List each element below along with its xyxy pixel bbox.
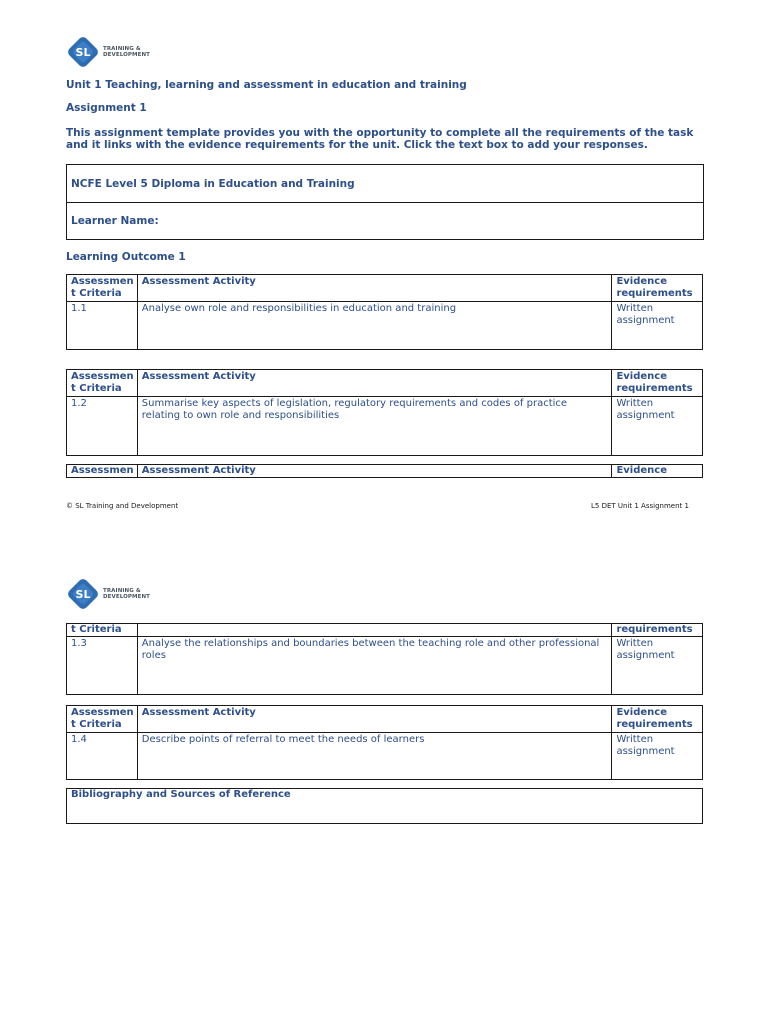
- header-activity: Assessment Activity: [137, 706, 612, 733]
- table-row[interactable]: [67, 302, 703, 350]
- activity-cell[interactable]: Analyse the relationships and boundaries between the teaching role and other professional roles: [137, 637, 612, 695]
- header-criteria: Assessmen t Criteria: [67, 706, 138, 733]
- logo-initials: SL: [75, 46, 91, 59]
- criteria-table-1-3-header-part1: [66, 464, 703, 478]
- criteria-table-1-2: [66, 369, 703, 456]
- qualification-row: [67, 165, 703, 202]
- header-evidence: Evidence requirements: [612, 370, 703, 397]
- learner-name-label: Learner Name:: [71, 215, 159, 227]
- info-box: [66, 164, 704, 240]
- table-row[interactable]: [67, 637, 703, 695]
- header-criteria: Assessmen t Criteria: [67, 370, 138, 397]
- criteria-cell: 1.4: [67, 733, 138, 780]
- criteria-table-1-4: [66, 705, 703, 780]
- header-evidence: Evidence: [612, 465, 703, 478]
- qualification-title: NCFE Level 5 Diploma in Education and Training: [71, 177, 355, 190]
- logo-line-2: DEVELOPMENT: [103, 52, 151, 58]
- table-header-row: [67, 370, 703, 397]
- evidence-cell: Written assignment: [612, 733, 703, 780]
- header-evidence: Evidence requirements: [612, 275, 703, 302]
- logo-wordmark: [103, 46, 150, 58]
- bibliography-heading: Bibliography and Sources of Reference: [71, 789, 291, 800]
- bibliography-box[interactable]: [66, 788, 703, 824]
- evidence-cell: Written assignment: [612, 397, 703, 456]
- criteria-cell: 1.3: [67, 637, 138, 695]
- logo-line-1: TRAINING &: [103, 46, 141, 52]
- activity-cell[interactable]: Analyse own role and responsibilities in education and training: [137, 302, 612, 350]
- footer-right: L5 DET Unit 1 Assignment 1: [591, 502, 689, 510]
- table-header-row: [67, 465, 703, 478]
- learning-outcome-heading: Learning Outcome 1: [66, 251, 186, 263]
- header-evidence: Evidence requirements: [612, 706, 703, 733]
- header-evidence: requirements: [612, 624, 703, 637]
- unit-title: Unit 1 Teaching, learning and assessment in education and training: [66, 79, 467, 91]
- footer-left: © SL Training and Development: [66, 502, 179, 510]
- logo: [66, 34, 156, 70]
- table-row[interactable]: [67, 397, 703, 456]
- criteria-cell: 1.1: [67, 302, 138, 350]
- evidence-cell: Written assignment: [612, 637, 703, 695]
- table-header-row: [67, 624, 703, 637]
- logo-wordmark: [103, 588, 150, 600]
- header-criteria: Assessmen: [67, 465, 138, 478]
- table-header-row: [67, 275, 703, 302]
- header-activity: Assessment Activity: [137, 370, 612, 397]
- table-header-row: [67, 706, 703, 733]
- criteria-table-1-1: [66, 274, 703, 350]
- activity-cell[interactable]: Describe points of referral to meet the needs of learners: [137, 733, 612, 780]
- header-criteria: Assessmen t Criteria: [67, 275, 138, 302]
- intro-text: This assignment template provides you with the opportunity to complete all the requirements of the task and it links with the evidence requirements for the unit. Click the text box to add your responses.: [66, 127, 694, 151]
- logo-line-2: DEVELOPMENT: [103, 594, 151, 600]
- table-row[interactable]: [67, 733, 703, 780]
- sl-logo-icon: [66, 35, 100, 69]
- sl-logo-icon: [66, 577, 100, 611]
- header-criteria: t Criteria: [67, 624, 138, 637]
- learner-name-row[interactable]: [67, 202, 703, 239]
- evidence-cell: Written assignment: [612, 302, 703, 350]
- criteria-table-1-3: [66, 623, 703, 695]
- criteria-cell: 1.2: [67, 397, 138, 456]
- logo-initials: SL: [75, 588, 91, 601]
- logo-line-1: TRAINING &: [103, 588, 141, 594]
- header-activity: [137, 624, 612, 637]
- logo: [66, 576, 156, 612]
- assignment-title: Assignment 1: [66, 102, 147, 114]
- header-activity: Assessment Activity: [137, 275, 612, 302]
- header-activity: Assessment Activity: [137, 465, 612, 478]
- activity-cell[interactable]: Summarise key aspects of legislation, regulatory requirements and codes of practice relating to own role and responsibilities: [137, 397, 612, 456]
